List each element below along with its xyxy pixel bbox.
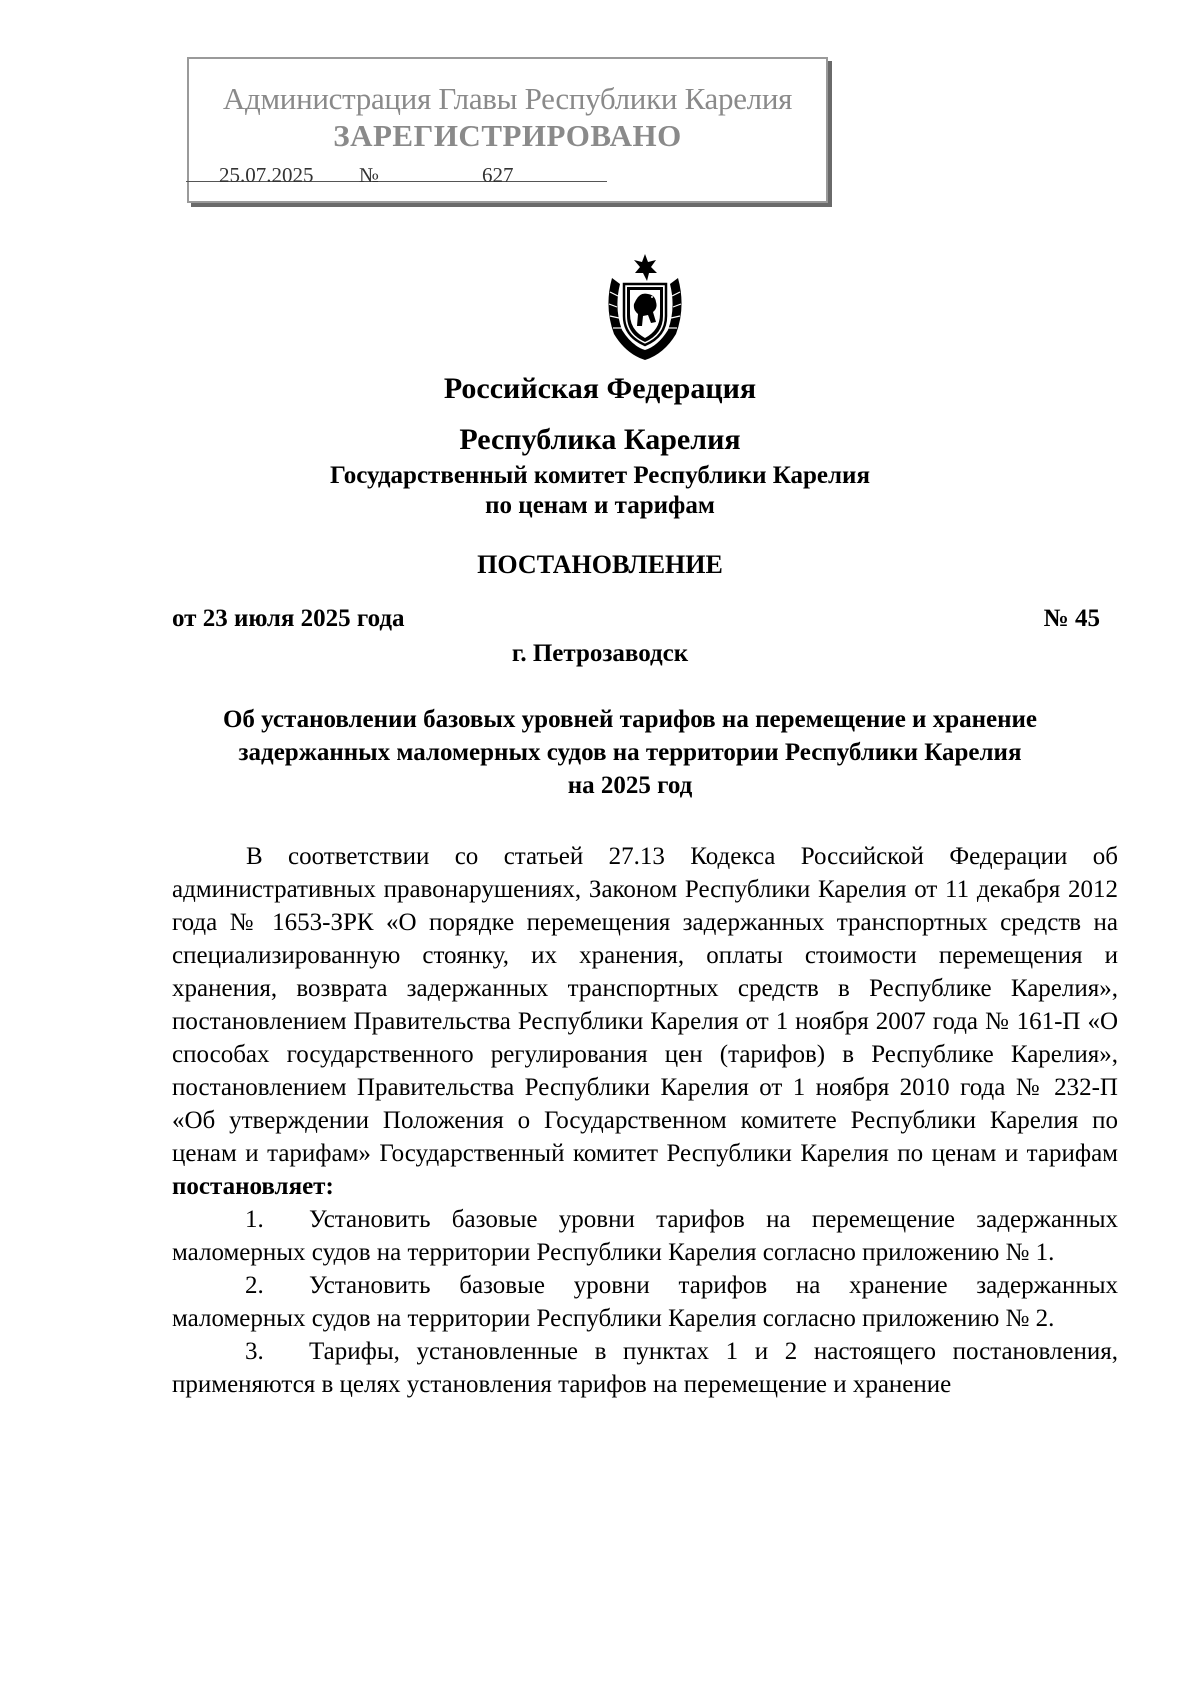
committee-heading-line2: по ценам и тарифам xyxy=(485,492,715,519)
title-line: задержанных маломерных судов на территории Республики Карелия xyxy=(238,739,1022,766)
list-item xyxy=(172,1203,1118,1269)
stamp-status: ЗАРЕГИСТРИРОВАНО xyxy=(333,118,682,153)
item-text: Установить базовые уровни тарифов на хранение задержанных маломерных судов на территории Республики Карелия согласно приложению № 2. xyxy=(172,1272,1118,1332)
preamble-text: В соответствии со статьей 27.13 Кодекса Российской Федерации об административных правонарушениях, Законом Республики Карелия от 11 декабря 2012 года № 1653-ЗРК «О порядке перемещения задержанных транспортных средств на специализированную стоянку, их хранения, оплаты стоимости перемещения и хранения, возврата задержанных транспортных средств в Республике Карелия», постановлением Правительства Республики Карелия от 1 ноября 2007 года № 161-П «О способах государственного регулирования цен (тарифов) в Республике Карелия», постановлением Правительства Республики Карелия от 1 ноября 2010 года № 232-П «Об утверждении Положения о Государственном комитете Республики Карелия по ценам и тарифам» Государственный комитет Республики Карелия по ценам и тарифам xyxy=(172,843,1118,1167)
document-number: № 45 xyxy=(1043,605,1100,632)
registration-stamp xyxy=(187,57,828,203)
item-number: 1. xyxy=(245,1206,264,1233)
republic-heading: Республика Карелия xyxy=(459,423,741,456)
item-number: 2. xyxy=(245,1272,264,1299)
stamp-organization: Администрация Главы Республики Карелия xyxy=(222,81,793,116)
preamble-paragraph xyxy=(172,840,1118,1203)
title-line: Об установлении базовых уровней тарифов на перемещение и хранение xyxy=(222,706,1038,733)
document-title xyxy=(150,703,1110,802)
karelia-coat-of-arms-icon xyxy=(600,252,690,362)
item-text: Тарифы, установленные в пунктах 1 и 2 настоящего постановления, применяются в целях установления тарифов на перемещение и хранение xyxy=(172,1338,1118,1398)
document-date: от 23 июля 2025 года xyxy=(172,605,405,632)
document-body xyxy=(172,840,1118,1401)
title-line: на 2025 год xyxy=(567,772,693,799)
document-city: г. Петрозаводск xyxy=(511,640,689,667)
list-item xyxy=(172,1335,1118,1401)
committee-heading-line1: Государственный комитет Республики Карелия xyxy=(330,462,870,489)
stamp-date: 25.07.2025 xyxy=(219,163,314,187)
stamp-number-sign: № xyxy=(359,163,380,187)
list-item xyxy=(172,1269,1118,1335)
document-type: ПОСТАНОВЛЕНИЕ xyxy=(477,550,723,579)
stamp-number: 627 xyxy=(482,163,514,187)
item-number: 3. xyxy=(245,1338,264,1365)
country-heading: Российская Федерация xyxy=(443,372,757,405)
item-text: Установить базовые уровни тарифов на перемещение задержанных маломерных судов на территории Республики Карелия согласно приложению № 1. xyxy=(172,1206,1118,1266)
resolves-keyword: постановляет: xyxy=(172,1173,334,1200)
